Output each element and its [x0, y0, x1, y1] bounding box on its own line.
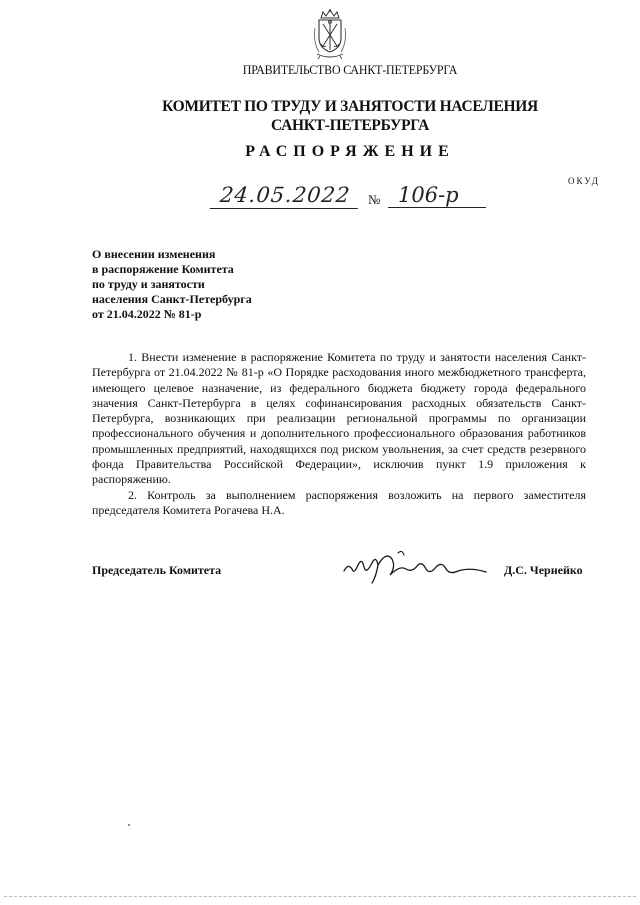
- okud-label: ОКУД: [568, 176, 600, 186]
- subject-line: в распоряжение Комитета: [92, 262, 234, 276]
- signatory-position: Председатель Комитета: [92, 563, 222, 577]
- subject-line: по труду и занятости: [92, 277, 205, 291]
- body-paragraph-1: 1. Внести изменение в распоряжение Комитета по труду и занятости населения Санкт-Петербурга от 21.04.2022 № 81-р «О Порядке расходования иного межбюджетного трансферта, имеющего целевое назначение, из федерального бюджета бюджету города федерального значения Санкт-Петербурга в целях софинансирования расходных обязательств Санкт-Петербурга, возникающих при реализации региональной программы по организации профессионального обучения и дополнительного профессионального образования работников промышленных предприятий, находящихся под риском увольнения, за счет средств резервного фонда Правительства Российской Федерации», исключив пункт 1.9 приложения к распоряжению.: [92, 350, 586, 487]
- document-body: [92, 350, 586, 518]
- number-sign: №: [368, 192, 381, 207]
- handwritten-signature-icon: [342, 545, 490, 585]
- spb-coat-of-arms-icon: [311, 8, 349, 60]
- subject-line: О внесении изменения: [92, 247, 216, 261]
- subject-line: от 21.04.2022 № 81-р: [92, 307, 202, 321]
- document-type-title: РАСПОРЯЖЕНИЕ: [245, 143, 455, 160]
- committee-name-line1: КОМИТЕТ ПО ТРУДУ И ЗАНЯТОСТИ НАСЕЛЕНИЯ: [162, 98, 538, 115]
- page-edge-line: [4, 896, 636, 897]
- government-name: ПРАВИТЕЛЬСТВО САНКТ-ПЕТЕРБУРГА: [242, 62, 458, 77]
- document-number: 106-р: [388, 186, 486, 208]
- committee-name-line2: САНКТ-ПЕТЕРБУРГА: [270, 117, 430, 134]
- document-date: 24.05.2022: [210, 186, 360, 209]
- scan-speck: [128, 824, 130, 826]
- body-paragraph-2: 2. Контроль за выполнением распоряжения возложить на первого заместителя председателя Комитета Рогачева Н.А.: [92, 487, 586, 517]
- signatory-name: Д.С. Чернейко: [504, 563, 583, 577]
- subject-line: населения Санкт-Петербурга: [92, 292, 252, 306]
- document-subject: [92, 247, 332, 322]
